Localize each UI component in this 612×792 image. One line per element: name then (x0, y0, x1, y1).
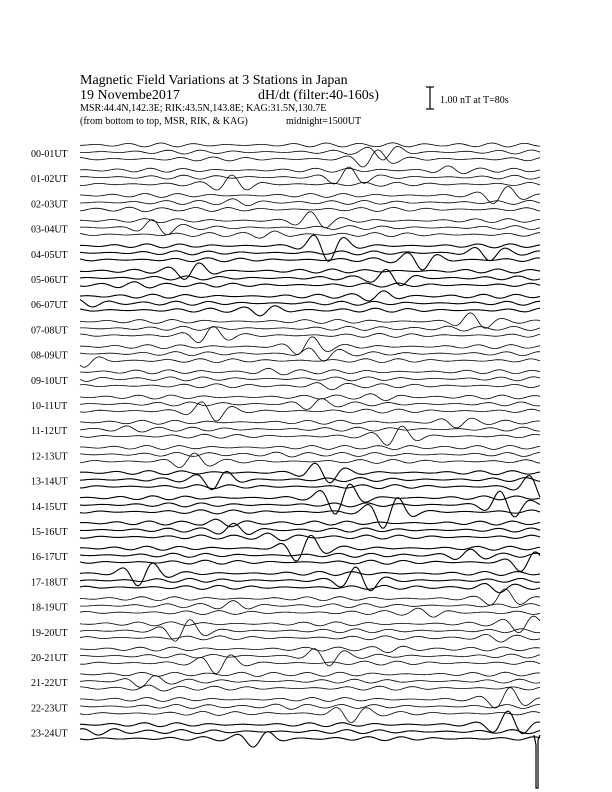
hour-row-label: 08-09UT (31, 350, 68, 362)
trace-msr (80, 584, 540, 593)
trace-rik (80, 676, 540, 688)
trace-msr (80, 685, 540, 691)
hour-row-label: 04-05UT (31, 249, 68, 261)
trace-msr (80, 655, 540, 674)
hour-row-label: 01-02UT (31, 174, 68, 186)
trace-msr (80, 608, 540, 617)
trace-msr (80, 533, 540, 541)
trace-rik (80, 729, 540, 735)
trace-kag (80, 418, 540, 428)
hour-row-label: 16-17UT (31, 552, 68, 564)
trace-kag (80, 143, 540, 147)
trace-msr (80, 253, 540, 270)
trace-rik (80, 248, 540, 261)
hour-row-label: 11-12UT (31, 426, 68, 438)
trace-rik (80, 377, 540, 382)
scale-bar (426, 87, 434, 109)
trace-kag (80, 186, 540, 203)
trace-msr (80, 453, 540, 468)
trace-msr (80, 383, 540, 390)
trace-rik (80, 300, 540, 307)
trace-kag (80, 563, 540, 586)
trace-kag (80, 616, 540, 633)
hour-row-label: 05-06UT (31, 275, 68, 286)
trace-rik (80, 704, 540, 709)
trace-rik (80, 326, 540, 331)
trace-kag (80, 589, 540, 605)
trace-kag (80, 212, 540, 228)
trace-kag (80, 446, 540, 450)
trace-msr (80, 476, 540, 498)
chart-quantity: dH/dt (filter:40-160s) (258, 88, 379, 103)
trace-msr (80, 708, 540, 723)
chart-title: Magnetic Field Variations at 3 Stations in Japan (80, 73, 348, 88)
hour-row-label: 12-13UT (31, 451, 68, 463)
trace-rik (80, 399, 540, 410)
trace-msr (80, 207, 540, 212)
hour-row-label: 07-08UT (31, 325, 68, 337)
hour-row-label: 03-04UT (31, 224, 68, 236)
trace-rik (80, 549, 540, 559)
hour-row-label: 09-10UT (31, 375, 68, 387)
hour-row-label: 15-16UT (31, 527, 68, 538)
trace-kag (80, 484, 540, 514)
trace-kag (80, 536, 540, 562)
trace-rik (80, 426, 540, 432)
hour-row-label: 13-14UT (31, 476, 68, 488)
hour-row-label: 23-24UT (31, 728, 68, 740)
scale-bar-label: 1.00 nT at T=80s (440, 95, 509, 106)
trace-kag (80, 337, 540, 355)
trace-kag (80, 368, 540, 375)
hour-row-label: 18-19UT (31, 602, 68, 614)
hour-row-label: 19-20UT (31, 627, 68, 639)
trace-kag (80, 313, 540, 328)
trace-kag (80, 519, 540, 527)
trace-rik (80, 167, 540, 184)
trace-rik (80, 601, 540, 609)
station-coordinates: MSR:44.4N,142.3E; RIK:43.5N,143.8E; KAG:31.5N,130.7E (80, 103, 327, 114)
trace-order-note: (from bottom to top, MSR, RIK, & KAG) (80, 116, 248, 127)
trace-msr (80, 634, 540, 642)
trace-msr (80, 357, 540, 367)
hour-row-label: 06-07UT (31, 300, 68, 312)
hour-row-label: 20-21UT (31, 653, 68, 664)
trace-msr (80, 306, 540, 316)
hour-row-label: 00-01UT (31, 149, 68, 160)
trace-kag (80, 166, 540, 174)
hour-row-label: 14-15UT (31, 501, 68, 513)
chart-date: 19 Novembe2017 (80, 88, 180, 103)
trace-msr (80, 282, 540, 288)
trace-kag (80, 291, 540, 301)
midnight-note: midnight=1500UT (286, 116, 362, 127)
trace-tail-spike (534, 735, 540, 788)
hour-row-label: 22-23UT (31, 703, 68, 715)
trace-msr (80, 732, 540, 747)
hour-row-label: 17-18UT (31, 577, 68, 589)
hour-row-label: 02-03UT (31, 199, 68, 211)
trace-rik (80, 199, 540, 206)
trace-rik (80, 220, 540, 235)
trace-kag (80, 394, 540, 401)
trace-rik (80, 348, 540, 361)
trace-rik (80, 146, 540, 160)
trace-msr (80, 426, 540, 445)
trace-rik (80, 523, 540, 534)
hour-row-label: 10-11UT (31, 401, 68, 412)
trace-kag (80, 646, 540, 653)
trace-kag (80, 672, 540, 676)
trace-rik (80, 452, 540, 457)
hour-row-label: 21-22UT (31, 678, 68, 690)
